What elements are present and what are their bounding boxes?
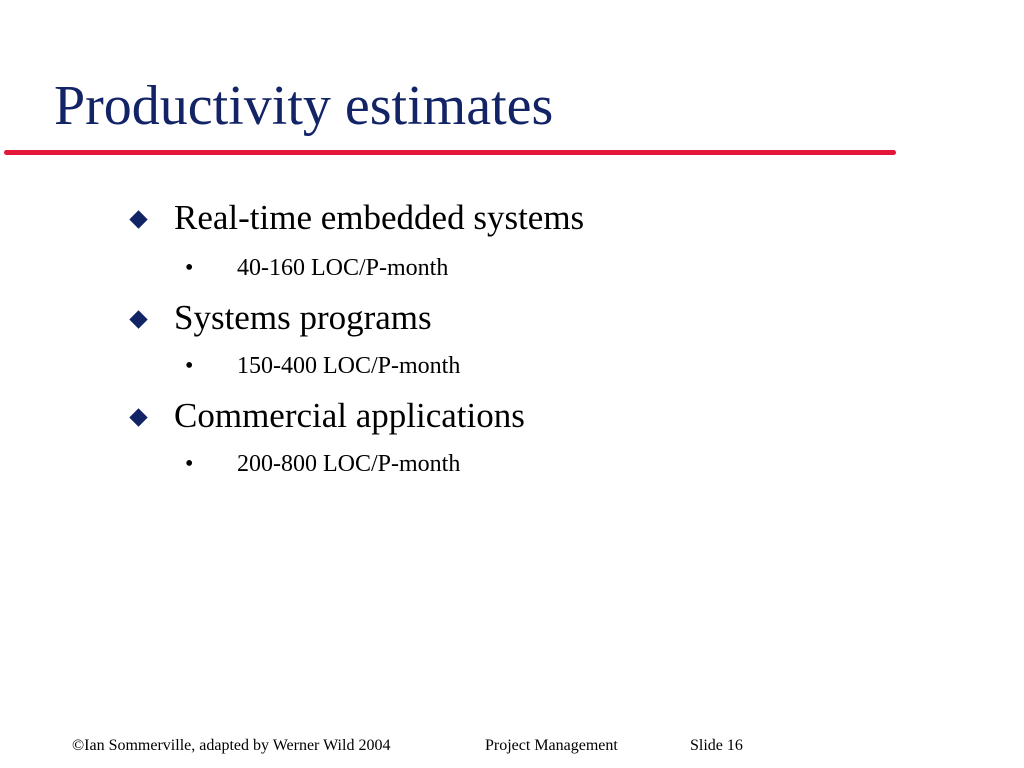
dot-bullet-icon: • <box>185 353 194 379</box>
dot-bullet-icon: • <box>185 451 194 477</box>
sub-bullet-text: 40-160 LOC/P-month <box>237 255 449 281</box>
footer-slide-number: Slide 16 <box>690 737 743 754</box>
slide-title: Productivity estimates <box>54 75 554 137</box>
sub-bullet-text: 200-800 LOC/P-month <box>237 451 461 477</box>
diamond-bullet-icon <box>129 210 147 228</box>
bullet-text: Real-time embedded systems <box>174 198 585 237</box>
bullet-text: Systems programs <box>174 298 432 337</box>
sub-bullet-text: 150-400 LOC/P-month <box>237 353 461 379</box>
diamond-bullet-icon <box>129 310 147 328</box>
diamond-bullet-icon <box>129 408 147 426</box>
footer-copyright: ©Ian Sommerville, adapted by Werner Wild 2004 <box>72 737 391 754</box>
bullet-text: Commercial applications <box>174 396 525 435</box>
footer-section: Project Management <box>485 737 618 754</box>
dot-bullet-icon: • <box>185 255 194 281</box>
title-underline <box>4 150 896 155</box>
